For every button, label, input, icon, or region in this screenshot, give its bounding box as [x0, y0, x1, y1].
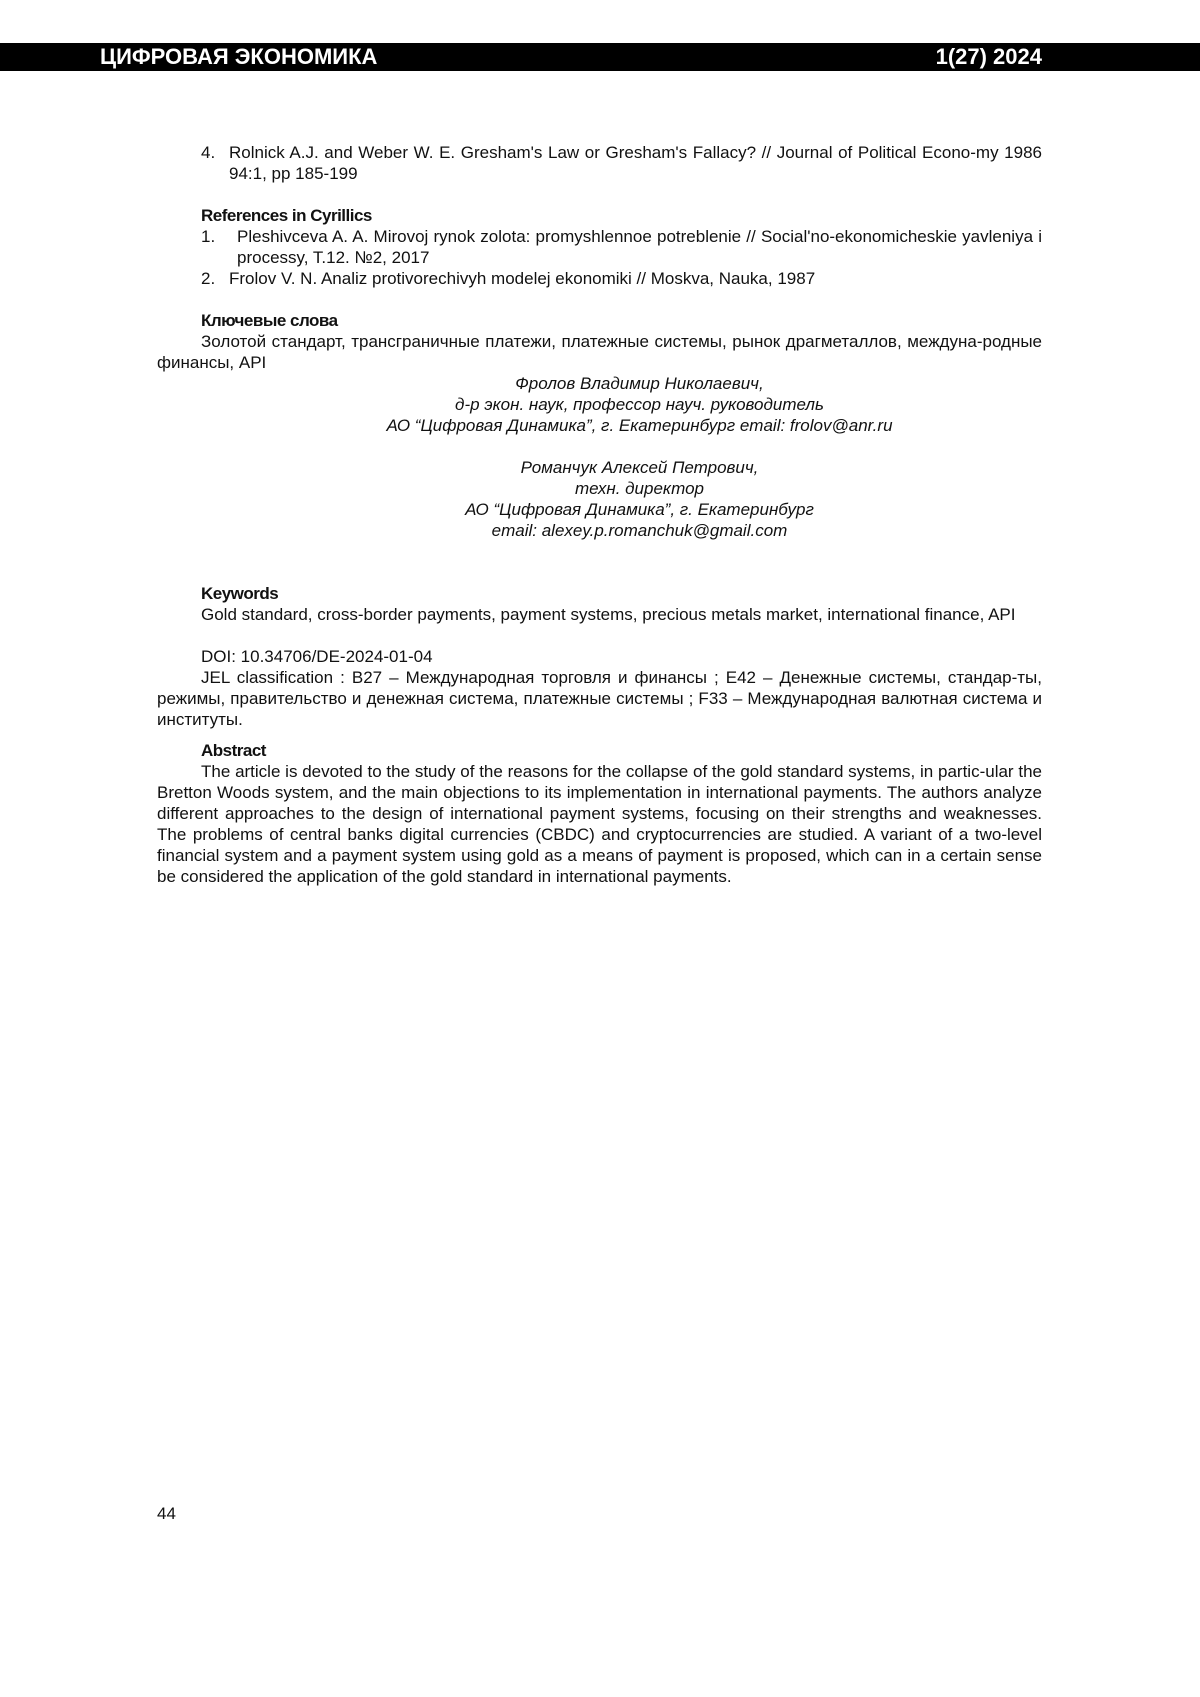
page-number: 44 [157, 1504, 176, 1523]
running-header [0, 43, 1200, 71]
jel-classification: JEL classification : B27 – Международная торговля и финансы ; E42 – Денежные системы, стандар-ты, режимы, правительство и денежная система, платежные системы ; F33 – Международная валютная система и институты. [157, 668, 1042, 729]
author-name: Романчук Алексей Петрович, [520, 458, 759, 477]
author-affiliation: АО “Цифровая Динамика”, г. Екатеринбург email: frolov@anr.ru [386, 416, 893, 435]
keywords-ru-text: Золотой стандарт, трансграничные платежи, платежные системы, рынок драгметаллов, междуна-родные финансы, API [157, 332, 1042, 372]
reference-item [157, 268, 1042, 289]
author-block-1 [157, 373, 1042, 436]
cyrillic-references-heading: References in Cyrillics [201, 206, 372, 225]
journal-title: ЦИФРОВАЯ ЭКОНОМИКА [100, 44, 378, 69]
keywords-en-text: Gold standard, cross-border payments, payment systems, precious metals market, international finance, API [201, 605, 1016, 624]
doi: DOI: 10.34706/DE-2024-01-04 [201, 647, 433, 666]
keywords-en-heading: Keywords [201, 584, 279, 603]
reference-number: 1. [201, 227, 216, 246]
author-name: Фролов Владимир Николаевич, [515, 374, 764, 393]
reference-number: 4. [201, 143, 216, 162]
author-block-2 [157, 457, 1042, 541]
reference-text: Pleshivceva A. A. Mirovoj rynok zolota: promyshlennoe potreblenie // Social'no-ekonomicheskie yavleniya i processy, T.12. №2, 2017 [237, 227, 1042, 267]
issue-number: 1(27) 2024 [935, 44, 1042, 69]
page-content [157, 142, 1042, 887]
author-affiliation: АО “Цифровая Динамика”, г. Екатеринбург [465, 500, 814, 519]
keywords-ru-heading: Ключевые слова [201, 311, 338, 330]
abstract-heading: Abstract [201, 741, 266, 760]
reference-text: Frolov V. N. Analiz protivorechivyh modelej ekonomiki // Moskva, Nauka, 1987 [229, 269, 816, 288]
abstract-text: The article is devoted to the study of the reasons for the collapse of the gold standard systems, in partic-ular the Bretton Woods system, and the main objections to its implementation in international payments. The authors analyze different approaches to the design of international payment systems, focusing on their strengths and weaknesses. The problems of central banks digital currencies (CBDC) and cryptocurrencies are studied. A variant of a two-level financial system and a payment system using gold as a means of payment is proposed, which can in a certain sense be considered the application of the gold standard in international payments. [157, 762, 1042, 886]
author-title: техн. директор [574, 479, 705, 498]
reference-number: 2. [201, 269, 216, 288]
reference-item [157, 226, 1042, 268]
author-title: д-р экон. наук, профессор науч. руководитель [455, 395, 824, 414]
author-email: email: alexey.p.romanchuk@gmail.com [491, 521, 788, 540]
reference-item [157, 142, 1042, 184]
reference-text: Rolnick A.J. and Weber W. E. Gresham's Law or Gresham's Fallacy? // Journal of Political Econo-my 1986 94:1, pp 185-199 [229, 143, 1042, 183]
